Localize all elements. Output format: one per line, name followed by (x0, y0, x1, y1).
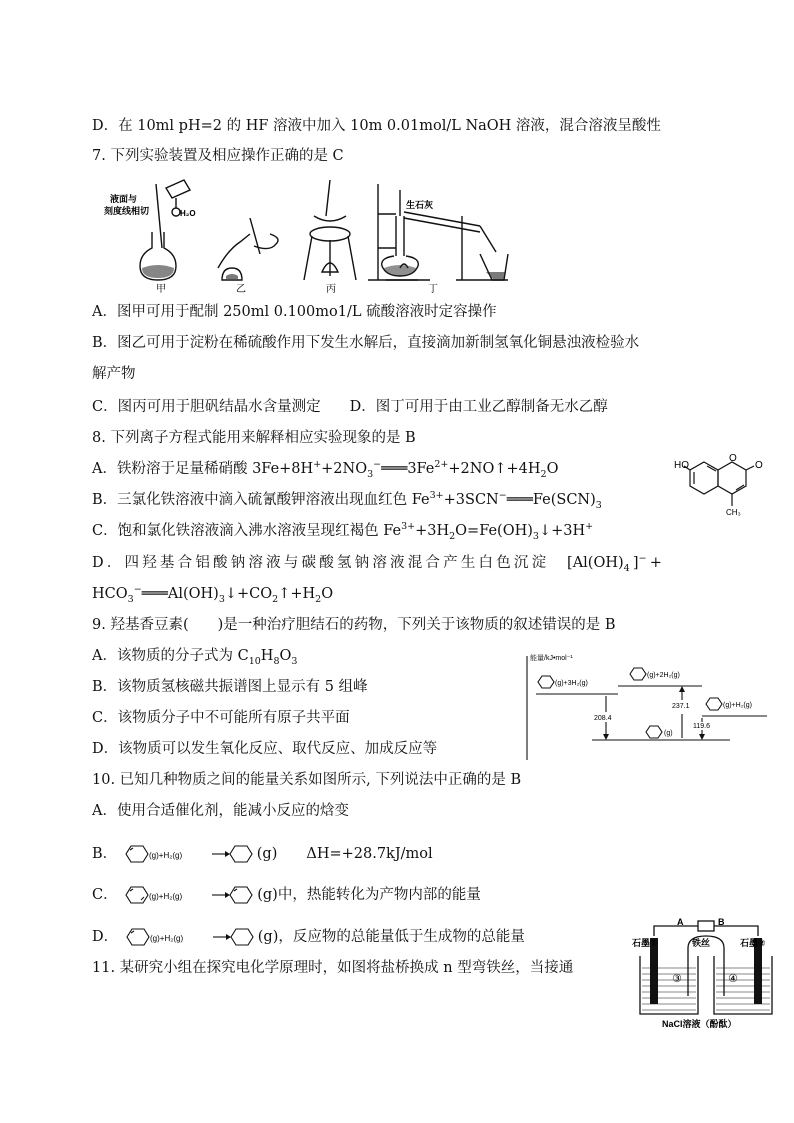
cell-label-graphite-1: 石墨① (632, 938, 658, 948)
apparatus-caption-yi: 乙 (236, 284, 246, 294)
option-9c: C．该物质分子中不可能所有原子共平面 (92, 710, 350, 726)
reaction-c-reactants: (g)+H₂(g) (149, 892, 183, 901)
energy-label-benzene: (g)+3H₂(g) (555, 680, 588, 687)
option-10a: A．使用合适催化剂，能减小反应的焓变 (92, 803, 349, 819)
option-10b: B． (g)+H₂(g) (g) ΔH=+28.7kJ/mol (92, 846, 433, 862)
electrochemical-cell-figure (632, 916, 780, 1030)
option-8d-line2: $HCO_3^-═══Al(OH)_3↓+CO_2↑+H_2O$ (92, 584, 334, 605)
apparatus-caption-jia: 甲 (156, 284, 166, 294)
apparatus-caption-bing: 丙 (326, 284, 336, 294)
apparatus-figure (100, 176, 510, 294)
option-7d-prev: D．在 10ml pH=2 的 HF 溶液中加入 10m 0.01mol/L NaOH 溶液，混合溶液呈酸性 (92, 118, 661, 134)
question-10: 10. 已知几种物质之间的能量关系如图所示, 下列说法中正确的是 B (92, 772, 522, 788)
energy-value-237: 237.1 (672, 703, 690, 710)
option-7b-line2: 解产物 (92, 366, 136, 382)
cell-label-4: ④ (728, 973, 738, 985)
option-10d: D． (g)+H₂(g) (g)，反应物的总能量低于生成物的总能量 (92, 929, 525, 945)
coumarin-label-ho: HO (674, 460, 689, 471)
question-8: 8. 下列离子方程式能用来解释相应实验现象的是 B (92, 430, 416, 446)
energy-value-119: 119.6 (693, 723, 710, 730)
option-8a: A．铁粉溶于足量稀硝酸 $3Fe+8H^++2NO_3^-═══3Fe^{2+}+2NO↑+4H_2O$ (92, 459, 559, 480)
option-7b-line1: B．图乙可用于淀粉在稀硫酸作用下发生水解后，直接滴加新制氢氧化铜悬浊液检验水 (92, 335, 640, 351)
energy-level-diagram (522, 650, 772, 762)
apparatus-label-h2o: H₂O (180, 209, 196, 218)
apparatus-label-2: 刻度线相切 (104, 206, 150, 216)
apparatus-caption-ding: 丁 (428, 284, 438, 294)
coumarin-label-ch3: CH₃ (726, 508, 741, 516)
reaction-d-scheme (123, 927, 258, 947)
option-9b: B．该物质氢核磁共振谱图上显示有 5 组峰 (92, 679, 368, 695)
question-9: 9. 羟基香豆素( )是一种治疗胆结石的药物，下列关于该物质的叙述错误的是 B (92, 617, 616, 633)
option-9a: A．该物质的分子式为 $C_{10}H_8O_3$ (92, 648, 298, 667)
coumarin-label-o-carbonyl: O (755, 460, 763, 471)
cell-label-a: A (677, 917, 684, 927)
energy-label-cyclohexene: (g)+H₂(g) (723, 702, 752, 709)
option-10c: C． (g)+H₂(g) (g)中，热能转化为产物内部的能量 (92, 887, 481, 903)
question-11: 11. 某研究小组在探究电化学原理时，如图将盐桥换成 n 型弯铁丝，当接通 (92, 960, 574, 976)
energy-label-cyclohexane: (g) (664, 730, 673, 737)
energy-value-208: 208.4 (594, 715, 612, 722)
apparatus-label-quicklime: 生石灰 (406, 200, 434, 210)
option-8d-line1: D．四羟基合铝酸钠溶液与碳酸氢钠溶液混合产生白色沉淀 $[Al(OH)_4]^-+$ (92, 553, 662, 574)
apparatus-label-1: 液面与 (110, 194, 138, 204)
energy-axis-label: 能量/kJ•mol⁻¹ (530, 655, 573, 662)
option-9d: D．该物质可以发生氧化反应、取代反应、加成反应等 (92, 741, 438, 757)
option-8c: C．饱和氯化铁溶液滴入沸水溶液呈现红褐色 $Fe^{3+}+3H_2O=Fe(OH)_3↓+3H^+$ (92, 521, 594, 542)
hydroxycoumarin-structure (674, 454, 774, 516)
cell-label-graphite-2: 石墨② (740, 938, 766, 948)
cell-label-3: ③ (672, 973, 682, 985)
reaction-c-scheme (122, 885, 257, 905)
cell-label-iron-wire: 铁丝 (692, 938, 711, 948)
energy-label-cyclohexadiene: (g)+2H₂(g) (647, 672, 680, 679)
option-8b: B．三氯化铁溶液中滴入硫氰酸钾溶液出现血红色 $Fe^{3+}+3SCN^-═══Fe(SCN)_3$ (92, 490, 602, 511)
cell-label-b: B (718, 917, 725, 927)
reaction-b-scheme (122, 844, 257, 864)
coumarin-label-o-ring: O (729, 454, 737, 464)
reaction-b-reactants: (g)+H₂(g) (148, 851, 182, 860)
reaction-d-reactants: (g)+H₂(g) (149, 934, 183, 943)
option-7c-7d: C．图丙可用于胆矾结晶水含量测定 D．图丁可用于由工业乙醇制备无水乙醇 (92, 399, 608, 415)
question-7: 7. 下列实验装置及相应操作正确的是 C (92, 148, 344, 164)
cell-label-nacl: NaCl溶液（酚酞） (662, 1019, 737, 1029)
option-7a: A．图甲可用于配制 250ml 0.100mo1/L 硫酸溶液时定容操作 (92, 304, 497, 320)
